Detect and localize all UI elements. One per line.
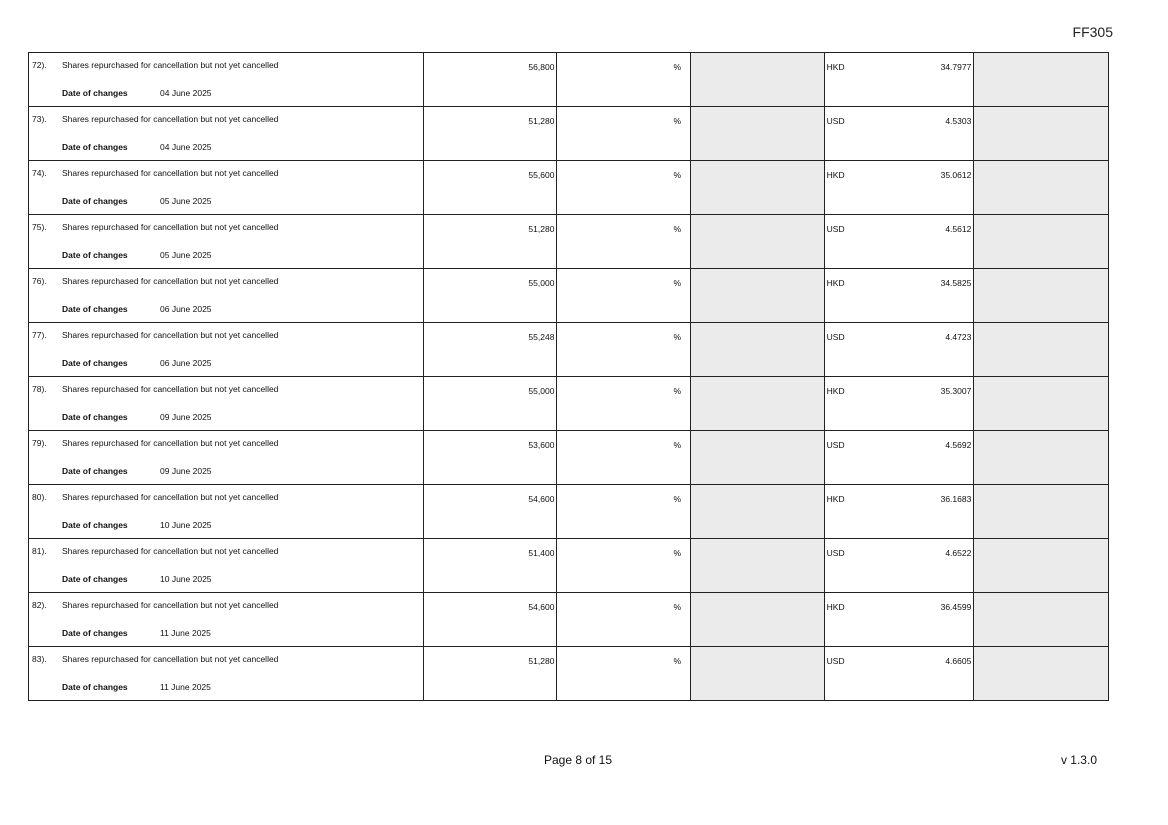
price-value: 34.5825 xyxy=(940,278,972,288)
price-value: 4.6605 xyxy=(945,656,972,666)
description-cell xyxy=(29,161,424,215)
shaded-cell xyxy=(974,161,1109,215)
table-row xyxy=(29,539,1109,593)
percent-cell: % xyxy=(557,431,691,485)
table-row xyxy=(29,107,1109,161)
shares-count: 55,000 xyxy=(423,377,557,431)
row-description: Shares repurchased for cancellation but not yet cancelled xyxy=(62,492,279,502)
price-value: 36.4599 xyxy=(940,602,972,612)
currency: USD xyxy=(826,332,845,342)
shares-count: 55,248 xyxy=(423,323,557,377)
currency: USD xyxy=(826,440,845,450)
row-number: 78). xyxy=(32,384,47,394)
shaded-cell xyxy=(691,215,825,269)
row-number: 81). xyxy=(32,546,47,556)
percent-cell: % xyxy=(557,161,691,215)
table-row xyxy=(29,323,1109,377)
percent-cell: % xyxy=(557,107,691,161)
currency: USD xyxy=(826,548,845,558)
row-description: Shares repurchased for cancellation but not yet cancelled xyxy=(62,222,279,232)
row-description: Shares repurchased for cancellation but not yet cancelled xyxy=(62,438,279,448)
row-description: Shares repurchased for cancellation but not yet cancelled xyxy=(62,276,279,286)
description-cell xyxy=(29,215,424,269)
shaded-cell xyxy=(974,215,1109,269)
currency: HKD xyxy=(826,170,845,180)
date-of-changes-label: Date of changes xyxy=(62,358,128,368)
percent-cell: % xyxy=(557,215,691,269)
date-of-changes-label: Date of changes xyxy=(62,304,128,314)
date-of-changes-value: 04 June 2025 xyxy=(160,88,212,98)
price-value: 4.5612 xyxy=(945,224,972,234)
shaded-cell xyxy=(974,377,1109,431)
row-number: 83). xyxy=(32,654,47,664)
shares-count: 53,600 xyxy=(423,431,557,485)
date-of-changes-value: 05 June 2025 xyxy=(160,196,212,206)
date-of-changes-value: 10 June 2025 xyxy=(160,520,212,530)
shaded-cell xyxy=(691,323,825,377)
changes-table xyxy=(28,52,1109,701)
price-value: 4.5303 xyxy=(945,116,972,126)
row-description: Shares repurchased for cancellation but not yet cancelled xyxy=(62,546,279,556)
table-row xyxy=(29,215,1109,269)
shares-count: 51,280 xyxy=(423,215,557,269)
currency: HKD xyxy=(826,494,845,504)
description-cell xyxy=(29,53,424,107)
shares-count: 55,000 xyxy=(423,269,557,323)
row-description: Shares repurchased for cancellation but not yet cancelled xyxy=(62,330,279,340)
price-value: 34.7977 xyxy=(940,62,972,72)
shaded-cell xyxy=(974,107,1109,161)
price-value: 4.5692 xyxy=(945,440,972,450)
shares-count: 54,600 xyxy=(423,485,557,539)
price-cell xyxy=(824,377,974,431)
table-row xyxy=(29,485,1109,539)
date-of-changes-label: Date of changes xyxy=(62,682,128,692)
changes-table-body xyxy=(29,53,1109,701)
date-of-changes-label: Date of changes xyxy=(62,88,128,98)
shaded-cell xyxy=(691,53,825,107)
percent-cell: % xyxy=(557,647,691,701)
date-of-changes-value: 11 June 2025 xyxy=(160,682,211,692)
currency: USD xyxy=(826,224,845,234)
price-value: 35.3007 xyxy=(940,386,972,396)
shaded-cell xyxy=(974,539,1109,593)
shaded-cell xyxy=(691,269,825,323)
price-cell xyxy=(824,539,974,593)
price-cell xyxy=(824,53,974,107)
currency: USD xyxy=(826,116,845,126)
row-description: Shares repurchased for cancellation but not yet cancelled xyxy=(62,654,279,664)
price-cell xyxy=(824,161,974,215)
shaded-cell xyxy=(974,269,1109,323)
currency: USD xyxy=(826,656,845,666)
shaded-cell xyxy=(974,485,1109,539)
percent-cell: % xyxy=(557,539,691,593)
date-of-changes-label: Date of changes xyxy=(62,196,128,206)
row-number: 82). xyxy=(32,600,47,610)
row-number: 75). xyxy=(32,222,47,232)
description-cell xyxy=(29,323,424,377)
table-row xyxy=(29,431,1109,485)
price-cell xyxy=(824,647,974,701)
row-number: 79). xyxy=(32,438,47,448)
description-cell xyxy=(29,107,424,161)
currency: HKD xyxy=(826,602,845,612)
price-cell xyxy=(824,485,974,539)
date-of-changes-value: 06 June 2025 xyxy=(160,304,212,314)
percent-cell: % xyxy=(557,323,691,377)
row-description: Shares repurchased for cancellation but not yet cancelled xyxy=(62,168,279,178)
row-number: 76). xyxy=(32,276,47,286)
row-description: Shares repurchased for cancellation but not yet cancelled xyxy=(62,600,279,610)
description-cell xyxy=(29,431,424,485)
price-value: 4.6522 xyxy=(945,548,972,558)
price-cell xyxy=(824,107,974,161)
version-label: v 1.3.0 xyxy=(1060,753,1097,767)
shares-count: 56,800 xyxy=(423,53,557,107)
date-of-changes-label: Date of changes xyxy=(62,520,128,530)
shares-count: 51,400 xyxy=(423,539,557,593)
price-value: 4.4723 xyxy=(945,332,972,342)
price-cell xyxy=(824,323,974,377)
shares-count: 54,600 xyxy=(423,593,557,647)
price-cell xyxy=(824,593,974,647)
shaded-cell xyxy=(974,431,1109,485)
percent-cell: % xyxy=(557,593,691,647)
page-number: Page 8 of 15 xyxy=(543,753,613,767)
description-cell xyxy=(29,269,424,323)
shaded-cell xyxy=(974,53,1109,107)
shaded-cell xyxy=(974,323,1109,377)
date-of-changes-label: Date of changes xyxy=(62,574,128,584)
percent-cell: % xyxy=(557,269,691,323)
description-cell xyxy=(29,593,424,647)
table-row xyxy=(29,161,1109,215)
date-of-changes-value: 11 June 2025 xyxy=(160,628,211,638)
row-description: Shares repurchased for cancellation but not yet cancelled xyxy=(62,60,279,70)
row-description: Shares repurchased for cancellation but not yet cancelled xyxy=(62,384,279,394)
row-number: 77). xyxy=(32,330,47,340)
shaded-cell xyxy=(691,593,825,647)
shaded-cell xyxy=(691,107,825,161)
price-cell xyxy=(824,215,974,269)
shaded-cell xyxy=(691,377,825,431)
currency: HKD xyxy=(826,62,845,72)
percent-cell: % xyxy=(557,53,691,107)
description-cell xyxy=(29,377,424,431)
date-of-changes-value: 10 June 2025 xyxy=(160,574,212,584)
date-of-changes-value: 05 June 2025 xyxy=(160,250,212,260)
row-number: 80). xyxy=(32,492,47,502)
row-number: 72). xyxy=(32,60,47,70)
table-row xyxy=(29,53,1109,107)
date-of-changes-label: Date of changes xyxy=(62,628,128,638)
date-of-changes-label: Date of changes xyxy=(62,142,128,152)
row-number: 73). xyxy=(32,114,47,124)
table-row xyxy=(29,647,1109,701)
date-of-changes-value: 09 June 2025 xyxy=(160,466,212,476)
shaded-cell xyxy=(691,485,825,539)
date-of-changes-label: Date of changes xyxy=(62,412,128,422)
price-value: 36.1683 xyxy=(940,494,972,504)
row-number: 74). xyxy=(32,168,47,178)
shares-count: 51,280 xyxy=(423,647,557,701)
shaded-cell xyxy=(691,431,825,485)
date-of-changes-value: 09 June 2025 xyxy=(160,412,212,422)
shares-count: 51,280 xyxy=(423,107,557,161)
price-cell xyxy=(824,431,974,485)
date-of-changes-label: Date of changes xyxy=(62,466,128,476)
date-of-changes-label: Date of changes xyxy=(62,250,128,260)
price-value: 35.0612 xyxy=(940,170,972,180)
shaded-cell xyxy=(691,539,825,593)
form-code: FF305 xyxy=(1072,24,1113,40)
shaded-cell xyxy=(974,593,1109,647)
date-of-changes-value: 06 June 2025 xyxy=(160,358,212,368)
currency: HKD xyxy=(826,278,845,288)
shares-count: 55,600 xyxy=(423,161,557,215)
table-row xyxy=(29,593,1109,647)
shaded-cell xyxy=(691,647,825,701)
description-cell xyxy=(29,485,424,539)
shaded-cell xyxy=(691,161,825,215)
shaded-cell xyxy=(974,647,1109,701)
currency: HKD xyxy=(826,386,845,396)
percent-cell: % xyxy=(557,377,691,431)
percent-cell: % xyxy=(557,485,691,539)
date-of-changes-value: 04 June 2025 xyxy=(160,142,212,152)
row-description: Shares repurchased for cancellation but not yet cancelled xyxy=(62,114,279,124)
description-cell xyxy=(29,539,424,593)
description-cell xyxy=(29,647,424,701)
price-cell xyxy=(824,269,974,323)
table-row xyxy=(29,377,1109,431)
table-row xyxy=(29,269,1109,323)
